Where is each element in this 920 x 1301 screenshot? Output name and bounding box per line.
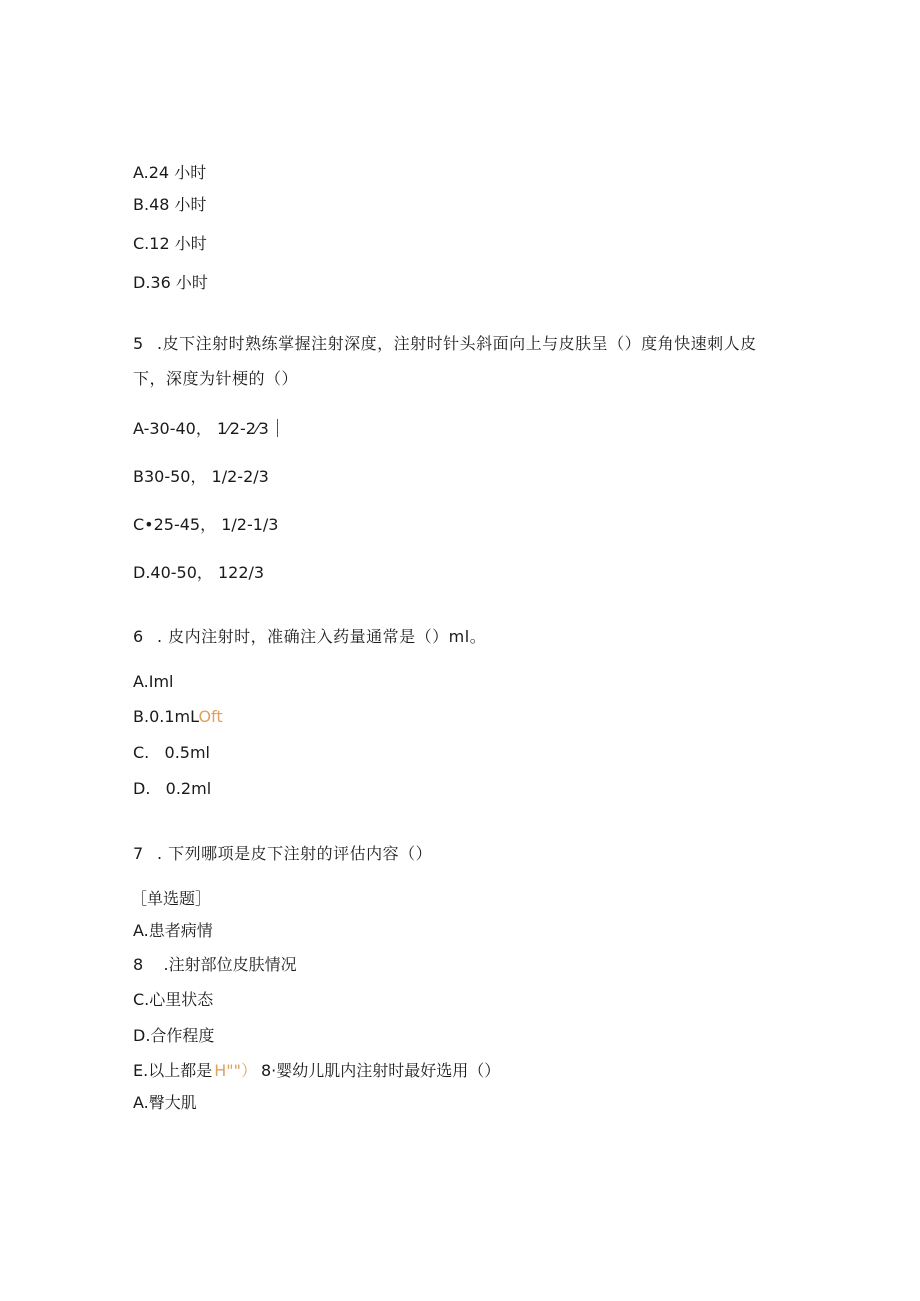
q6-number: 6: [133, 627, 144, 646]
q7-option-e-mark: H""）: [214, 1061, 257, 1080]
q7-option-b-text: 8 .注射部位皮肤情况: [133, 955, 297, 974]
q5-option-a-text: A-30-40， 1⁄2-2⁄3: [133, 419, 269, 438]
q7-option-c: C.心里状态: [133, 990, 214, 1009]
q5-question-line2: 下，深度为针梗的（）: [133, 369, 299, 388]
q8-question-inline: 8·婴幼儿肌内注射时最好选用（）: [260, 1061, 501, 1080]
q7-type-label: ［单选题］: [131, 889, 212, 908]
q6-text: . 皮内注射时，准确注入药量通常是（）ml。: [157, 627, 487, 646]
q4-option-d: D.36 小时: [133, 273, 208, 292]
q6-option-c-text: C. 0.5ml: [133, 743, 210, 762]
q6-question: [133, 627, 486, 647]
q5-option-c: C•25-45， 1/2-1/3: [133, 515, 279, 534]
q4-option-b: B.48 小时: [133, 195, 207, 214]
text-cursor-mark: [277, 419, 278, 437]
q7-option-a: A.患者病情: [133, 921, 213, 940]
q5-number: 5: [133, 334, 144, 353]
q6-option-b: [133, 707, 223, 727]
q6-option-b-mark: Oft: [198, 707, 223, 726]
q6-option-b-text: B.0.1mL: [133, 707, 199, 726]
q5-option-b: B30-50， 1/2-2/3: [133, 467, 269, 486]
q8-option-a: A.臀大肌: [133, 1093, 197, 1112]
q5-option-a: [133, 419, 278, 439]
q7-option-e-text: E.以上都是: [133, 1061, 213, 1080]
q5-question-line1: [133, 334, 757, 354]
q7-option-b: [133, 955, 297, 975]
q4-option-a: A.24 小时: [133, 163, 207, 182]
q4-option-c: C.12 小时: [133, 234, 207, 253]
q6-option-c: [133, 743, 210, 763]
q6-option-d-text: D. 0.2ml: [133, 779, 212, 798]
q7-number: 7: [133, 844, 144, 863]
q7-text: . 下列哪项是皮下注射的评估内容（）: [157, 844, 433, 863]
q6-option-d: [133, 779, 211, 799]
q7-option-e: [133, 1061, 500, 1081]
q5-text-line1: .皮下注射时熟练掌握注射深度，注射时针头斜面向上与皮肤呈（）度角快速刺人皮: [157, 334, 757, 353]
q6-option-a: A.Iml: [133, 672, 174, 691]
q5-option-d: D.40-50， 122/3: [133, 563, 265, 582]
q7-question: [133, 844, 432, 864]
q7-option-d: D.合作程度: [133, 1026, 215, 1045]
